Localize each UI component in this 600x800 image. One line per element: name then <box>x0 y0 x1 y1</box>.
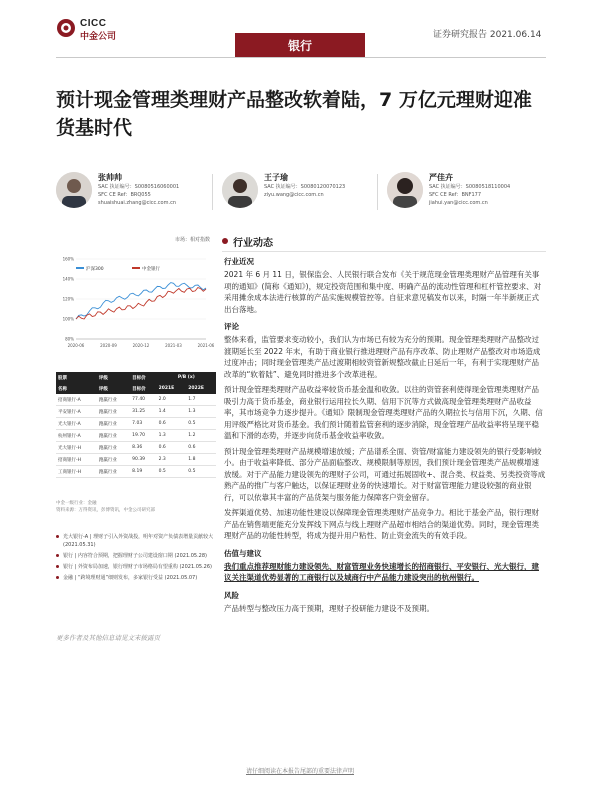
subheader-2022e: 2022E <box>186 383 216 394</box>
table-cell: 跑赢行业 <box>97 394 130 406</box>
table-cell: 招商银行-A <box>56 394 97 406</box>
table-cell: 工商银行-H <box>56 466 97 478</box>
table-cell: 1.2 <box>186 430 216 442</box>
subhead-industry-news: 行业近况 <box>224 257 254 266</box>
author-photo-2 <box>222 172 258 208</box>
x-tick-label: 2021-03 <box>165 343 182 348</box>
list-item[interactable]: 银行 | 内容符合预期，把握理财子公司建设窗口期 (2021.05.28) <box>56 552 216 560</box>
table-row <box>56 394 216 406</box>
logo-text-cn: 中金公司 <box>80 32 117 42</box>
more-authors-note[interactable]: 更多作者及其他信息请见文末披露页 <box>56 634 160 642</box>
table-cell: 1.3 <box>186 406 216 418</box>
table-cell: 2.3 <box>157 454 187 466</box>
legend-swatch-hs300 <box>76 267 84 269</box>
legend-label-bank: 中金银行 <box>142 267 160 272</box>
table-row <box>56 430 216 442</box>
table-cell: 平安银行-A <box>56 406 97 418</box>
y-tick-label: 160% <box>62 256 74 262</box>
table-cell: 跑赢行业 <box>97 454 130 466</box>
y-tick-label: 140% <box>62 276 74 282</box>
author-sfc: SFC CE Ref：BRQ055 <box>98 192 151 198</box>
list-item[interactable]: 银行 | 外资布局加速，银行理财子市场格局有望重构 (2021.05.26) <box>56 563 216 571</box>
table-cell: 光大银行-H <box>56 442 97 454</box>
table-cell: 0.6 <box>186 442 216 454</box>
table-cell: 杭州银行-A <box>56 430 97 442</box>
author-email[interactable]: jiahui.yan@cicc.com.cn <box>429 200 488 206</box>
legal-footer[interactable]: 请仔细阅读在本报告尾部的重要法律声明 <box>245 768 354 775</box>
table-notes <box>56 500 216 514</box>
table-cell: 跑赢行业 <box>97 430 130 442</box>
section-divider <box>222 251 546 252</box>
table-cell: 1.4 <box>157 406 187 418</box>
author-name: 王子瑜 <box>264 173 288 182</box>
para-industry-news: 2021 年 6 月 11 日，银保监会、人民银行联合发布《关于规范现金管理类理财产品管理有关事项的通知》(简称《通知》)，规定投资范围和集中度、明确产品的流动性管理和杠杆管控要求、对采用摊余成本法进行核算的产品实施规模管控等。自征求意见稿发布以来，时隔一年半新规正式出台落地。 <box>224 270 542 314</box>
list-item[interactable]: 金融 | “跨境理财通”细则发布，多家银行受益 (2021.05.07) <box>56 574 216 582</box>
para-valuation: 我们重点推荐理财能力建设领先、财富管理业务快速增长的招商银行、平安银行、光大银行，建议关注渠道优势显著的工商银行以及城商行中产品能力建设突出的杭州银行。 <box>224 561 539 582</box>
chart-caption: 市场：相对指数 <box>175 237 211 243</box>
table-note-sector: 中金一级行业：金融 <box>56 501 97 506</box>
table-cell: 8.19 <box>130 466 156 478</box>
col-header-rating: 评级 <box>97 372 130 383</box>
table-row <box>56 418 216 430</box>
table-cell: 90.39 <box>130 454 156 466</box>
table-cell: 招商银行-H <box>56 454 97 466</box>
table-cell: 8.36 <box>130 442 156 454</box>
rating-table <box>56 372 216 478</box>
y-tick-label: 100% <box>62 316 74 322</box>
sector-tag: 银行 <box>235 33 365 57</box>
para-comment-2: 预计现金管理类理财产品收益率较货币基金温和收敛。以往的资管套利使得现金管理类理财产品吸引力高于货币基金，商业银行运用拉长久期、信用下沉等方式做高现金管理类理财产品收益率，其市场竞争力逐步提升。《通知》限制现金管理类理财产品的久期拉长与信用下沉，久期、信用评级严格比对货币基金。我们预计随着监管套利的逐步消除，现金管理产品收益率将呈现平稳温和下滑的态势，并逐步向货币基金收益率收敛。 <box>224 385 543 440</box>
author-sac: SAC 执证编号：S0080120070123 <box>264 184 346 190</box>
chart-svg <box>56 247 214 355</box>
author-divider <box>212 174 213 210</box>
subheader-target: 目标价 <box>130 383 156 394</box>
series-line-0 <box>76 283 206 319</box>
table-header-row <box>56 372 216 383</box>
section-title: 行业动态 <box>233 238 273 249</box>
table-row <box>56 466 216 478</box>
subhead-valuation: 估值与建议 <box>224 548 262 558</box>
col-header-target: 目标价 <box>130 372 156 383</box>
cicc-logo <box>56 18 136 44</box>
header-divider <box>56 57 546 58</box>
author-card-2 <box>264 172 374 199</box>
subheader-2021e: 2021E <box>157 383 187 394</box>
table-cell: 1.3 <box>157 430 187 442</box>
legend-label-hs300: 沪深300 <box>86 267 104 272</box>
author-photo-1 <box>56 172 92 208</box>
table-cell: 31.25 <box>130 406 156 418</box>
relative-index-chart <box>56 247 214 355</box>
table-cell: 0.6 <box>157 442 187 454</box>
x-tick-label: 2020-06 <box>67 343 85 348</box>
legend-swatch-bank <box>132 267 140 269</box>
author-sac: SAC 执证编号：S0080516060001 <box>98 184 180 190</box>
table-subheader-row <box>56 383 216 394</box>
subheader-rating: 评级 <box>97 383 130 394</box>
author-email[interactable]: ziyu.wang@cicc.com.cn <box>264 192 324 198</box>
table-cell: 19.70 <box>130 430 156 442</box>
author-card-3 <box>429 172 547 207</box>
table-row <box>56 442 216 454</box>
table-row <box>56 406 216 418</box>
y-tick-label: 120% <box>62 296 74 302</box>
list-item[interactable]: 光大银行-A | 理财子引入外资战投，明年对资产负债表增量贡献较大 (2021.05.31) <box>56 533 216 549</box>
logo-text-en: CICC <box>80 18 107 29</box>
author-name: 严佳卉 <box>429 173 453 182</box>
para-risk: 产品转型与整改压力高于预期，理财子投研能力建设不及预期。 <box>224 603 434 613</box>
table-cell: 2.0 <box>157 394 187 406</box>
body-content <box>224 256 546 614</box>
table-note-source: 资料来源：万得资讯，彭博资讯，中金公司研究部 <box>56 508 155 513</box>
para-comment-1: 整体来看，监管要求变动较小，我们认为市场已有较为充分的预期。现金管理类理财产品整改过渡期延长至 2022 年末，有助于商业银行推进理财产品有序改革、防止理财产品整改对市场造成过度冲击；同时现金管理类产品过渡期相较资管新规整改截止日延后一年，有利于实现理财产品改革的“软着陆”、避免同时推进多个改革进程。 <box>224 335 541 379</box>
table-cell: 跑赢行业 <box>97 442 130 454</box>
author-name: 张帅帅 <box>98 173 122 182</box>
table-cell: 7.03 <box>130 418 156 430</box>
author-sac: SAC 执证编号：S0080518110004 <box>429 184 511 190</box>
related-reports-list <box>56 533 216 585</box>
author-photo-3 <box>387 172 423 208</box>
section-bullet-icon <box>222 238 228 244</box>
subhead-comment: 评论 <box>224 322 239 331</box>
report-date: 证券研究报告 2021.06.14 <box>433 30 542 40</box>
author-email[interactable]: shuaishuai.zhang@cicc.com.cn <box>98 200 176 206</box>
table-cell: 77.40 <box>130 394 156 406</box>
y-tick-label: 80% <box>65 336 74 342</box>
table-cell: 0.5 <box>186 466 216 478</box>
para-comment-4: 发挥渠道优势、加速功能性建设以保障现金管理类理财产品竞争力。相比于基金产品，银行理财产品在销售端更能充分发挥线下网点与线上理财产品超市相结合的渠道优势。同时，现金管理类理财产品的功能性转型，将成为提升用户粘性、防止资金流失的有效手段。 <box>224 508 539 540</box>
col-header-stock: 股票 <box>56 372 97 383</box>
cicc-logo-icon <box>56 18 76 38</box>
subhead-risk: 风险 <box>224 590 239 600</box>
table-cell: 1.8 <box>186 454 216 466</box>
table-cell: 0.5 <box>186 418 216 430</box>
x-tick-label: 2021-06 <box>197 343 214 348</box>
series-line-1 <box>76 288 206 320</box>
table-row <box>56 454 216 466</box>
table-cell: 1.7 <box>186 394 216 406</box>
table-cell: 0.5 <box>157 466 187 478</box>
table-cell: 光大银行-A <box>56 418 97 430</box>
author-divider <box>377 174 378 210</box>
author-card-1 <box>98 172 208 207</box>
table-cell: 0.6 <box>157 418 187 430</box>
table-cell: 跑赢行业 <box>97 466 130 478</box>
table-cell: 跑赢行业 <box>97 406 130 418</box>
table-cell: 跑赢行业 <box>97 418 130 430</box>
report-title: 预计现金管理类理财产品整改软着陆，7 万亿元理财迎准货基时代 <box>56 89 532 139</box>
x-tick-label: 2020-09 <box>100 343 117 348</box>
para-comment-3: 预计现金管理类理财产品规模增速放缓；产品谱系全面、资管/财富能力建设领先的银行受影响较小。由于收益率降低、部分产品面临整改、规模限制等原因，我们预计现金管理类产品规模增速放缓。对于产品能力建设领先的理财子公司，可通过拓展固收+、混合类、权益类、另类投资等成熟产品的推广与客户触达，以保证理财业务的快速增长。对于财富管理能力建设较强的商业银行，可以依靠其丰富的产品货架与服务能力保障客户资金留存。 <box>224 446 546 502</box>
author-sfc: SFC CE Ref：BNF177 <box>429 192 482 198</box>
subheader-name: 名称 <box>56 383 97 394</box>
col-header-pb: P/B (x) <box>157 372 216 383</box>
x-tick-label: 2020-12 <box>132 343 150 348</box>
